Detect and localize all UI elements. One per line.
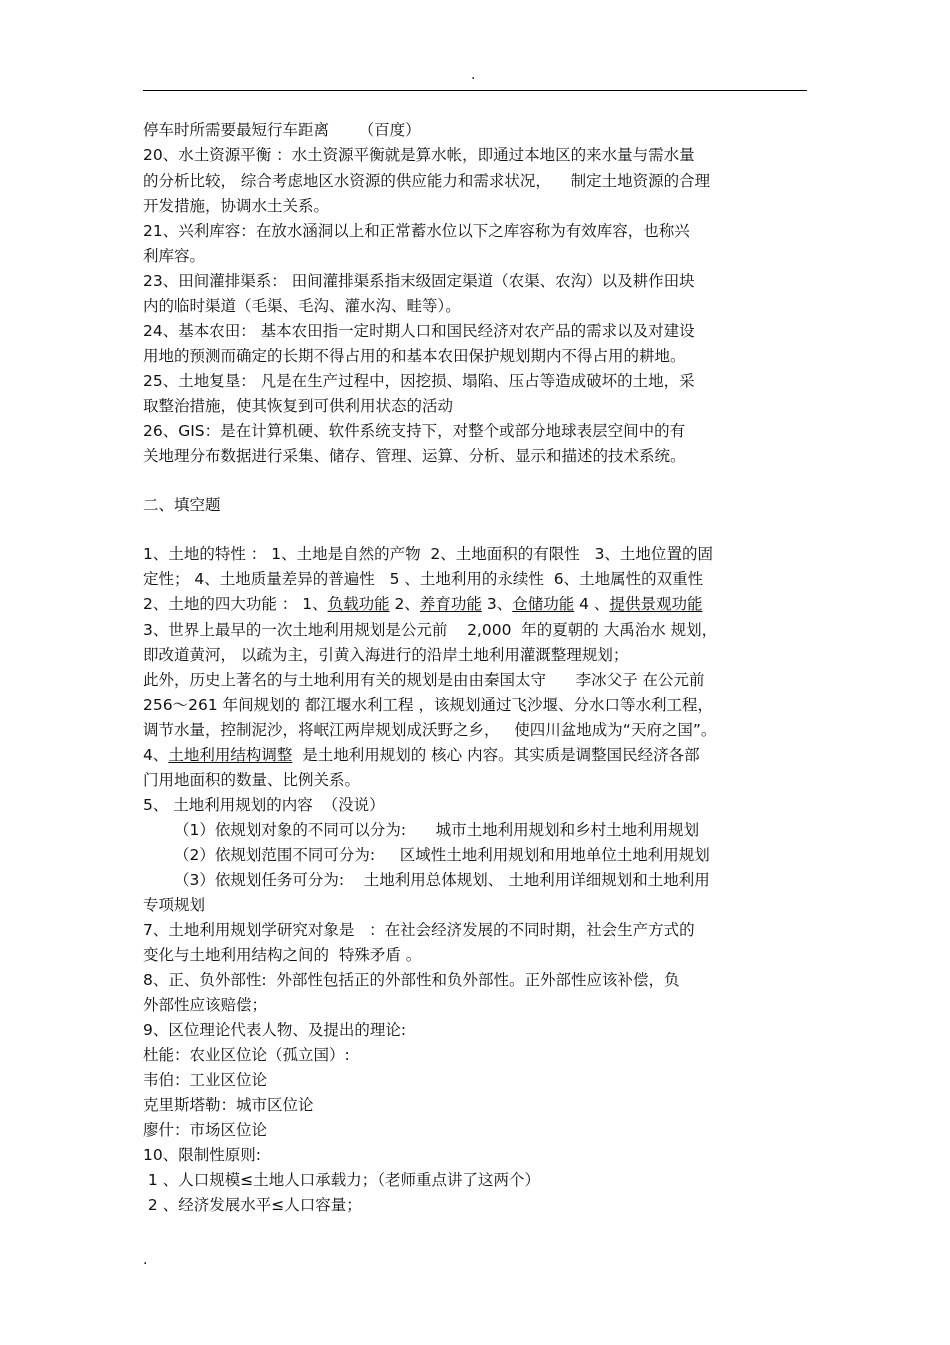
text-line bbox=[143, 296, 461, 316]
text-line bbox=[143, 895, 205, 915]
text-segment: 二、填空题 bbox=[143, 496, 221, 514]
text-segment: （3）依规划任务可分为: 土地利用总体规划、 土地利用详细规划和土地利用 bbox=[174, 871, 710, 889]
text-segment: 杜能：农业区位论（孤立国）: bbox=[143, 1046, 350, 1064]
text-segment: 9、区位理论代表人物、及提出的理论: bbox=[143, 1021, 407, 1039]
text-line bbox=[143, 670, 705, 690]
text-line bbox=[143, 945, 421, 965]
underlined-term: 仓储功能 bbox=[512, 595, 575, 613]
text-line bbox=[143, 770, 360, 790]
text-segment: 开发措施，协调水土关系。 bbox=[143, 197, 330, 215]
header-dot: . bbox=[471, 67, 476, 83]
text-segment: 门用地面积的数量、比例关系。 bbox=[143, 771, 361, 789]
text-line bbox=[143, 371, 695, 391]
text-segment: 1 、人口规模≤土地人口承载力；（老师重点讲了这两个） bbox=[143, 1171, 540, 1189]
text-line bbox=[143, 695, 713, 715]
text-line bbox=[143, 1120, 267, 1140]
text-line bbox=[143, 196, 329, 216]
text-line bbox=[143, 920, 695, 940]
text-segment: 2、 bbox=[389, 595, 420, 613]
text-segment: （2）依规划范围不同可分为: 区域性土地利用规划和用地单位土地利用规划 bbox=[174, 846, 710, 864]
text-segment: 23、田间灌排渠系： 田间灌排渠系指末级固定渠道（农渠、农沟）以及耕作田块 bbox=[143, 272, 695, 290]
text-segment: 停车时所需要最短行车距离 （百度） bbox=[143, 121, 421, 139]
text-line bbox=[174, 820, 699, 840]
text-segment: 2、土地的四大功能 ： 1、 bbox=[143, 595, 328, 613]
text-line bbox=[143, 795, 385, 815]
text-line bbox=[143, 346, 686, 366]
text-segment: 利库容。 bbox=[143, 247, 206, 265]
text-segment: 7、土地利用规划学研究对象是 ：在社会经济发展的不同时期，社会生产方式的 bbox=[143, 921, 695, 939]
text-segment: 25、土地复垦： 凡是在生产过程中，因挖损、塌陷、压占等造成破坏的土地，采 bbox=[143, 372, 695, 390]
text-line bbox=[143, 495, 221, 515]
text-segment: 1、土地的特性 ： 1、土地是自然的产物 2、土地面积的有限性 3、土地位置的固 bbox=[143, 545, 713, 563]
text-segment: 调节水量，控制泥沙，将岷江两岸规划成沃野之乡， 使四川盆地成为“天府之国”。 bbox=[143, 721, 717, 739]
underlined-term: 养育功能 bbox=[419, 595, 482, 613]
text-segment: （1）依规划对象的不同可以分为: 城市土地利用规划和乡村土地利用规划 bbox=[174, 821, 700, 839]
text-segment: 256～261 年间规划的 都江堰水利工程 ，该规划通过飞沙堰、分水口等水利工程， bbox=[143, 696, 713, 714]
text-segment: 变化与土地利用结构之间的 特殊矛盾 。 bbox=[143, 946, 422, 964]
text-segment: 此外，历史上著名的与土地利用有关的规划是由由秦国太守 李冰父子 在公元前 bbox=[143, 671, 705, 689]
text-line bbox=[143, 544, 713, 564]
text-line bbox=[143, 421, 685, 441]
text-line bbox=[143, 1170, 540, 1190]
text-segment: 3、世界上最早的一次土地利用规划是公元前 2,000 年的夏朝的 大禹治水 规划， bbox=[143, 621, 718, 639]
text-line bbox=[143, 1045, 350, 1065]
text-segment: 内的临时渠道（毛渠、毛沟、灌水沟、畦等）。 bbox=[143, 297, 461, 315]
text-line bbox=[143, 446, 686, 466]
text-segment: 即改道黄河， 以疏为主，引黄入海进行的沿岸土地利用灌溉整理规划； bbox=[143, 646, 629, 664]
text-segment: 24、基本农田： 基本农田指一定时期人口和国民经济对农产品的需求以及对建设 bbox=[143, 322, 695, 340]
underlined-term: 提供景观功能 bbox=[609, 595, 703, 613]
underlined-term: 负载功能 bbox=[327, 595, 390, 613]
text-segment: 的分析比较， 综合考虑地区水资源的供应能力和需求状况， 制定土地资源的合理 bbox=[143, 172, 711, 190]
footer-dot: . bbox=[143, 1252, 148, 1268]
text-line bbox=[143, 645, 628, 665]
text-line bbox=[143, 745, 700, 765]
text-line bbox=[143, 620, 717, 640]
text-line bbox=[143, 1020, 406, 1040]
text-segment: 外部性应该赔偿； bbox=[143, 996, 268, 1014]
text-line bbox=[143, 271, 695, 291]
text-segment: 韦伯：工业区位论 bbox=[143, 1071, 268, 1089]
text-line bbox=[143, 120, 421, 140]
text-line bbox=[174, 870, 710, 890]
text-segment: 10、限制性原则: bbox=[143, 1146, 261, 1164]
text-segment: 定性； 4、土地质量差异的普遍性 5 、土地利用的永续性 6、土地属性的双重性 bbox=[143, 570, 704, 588]
text-segment: 4、 bbox=[143, 746, 169, 764]
text-segment: 关地理分布数据进行采集、储存、管理、运算、分析、显示和描述的技术系统。 bbox=[143, 447, 686, 465]
text-segment: 8、正、负外部性: 外部性包括正的外部性和负外部性。正外部性应该补偿，负 bbox=[143, 971, 680, 989]
text-segment: 取整治措施，使其恢复到可供利用状态的活动 bbox=[143, 397, 454, 415]
text-line bbox=[143, 1095, 314, 1115]
text-segment: 3、 bbox=[481, 595, 513, 613]
text-segment: 21、兴利库容：在放水涵洞以上和正常蓄水位以下之库容称为有效库容，也称兴 bbox=[143, 222, 690, 240]
text-segment: 是土地利用规划的 核心 内容。其实质是调整国民经济各部 bbox=[292, 746, 700, 764]
text-line bbox=[143, 396, 453, 416]
text-segment: 4 、 bbox=[574, 595, 610, 613]
text-line bbox=[174, 845, 710, 865]
text-line bbox=[143, 221, 690, 241]
text-line bbox=[143, 246, 205, 266]
text-line bbox=[143, 1070, 267, 1090]
text-segment: 26、GIS：是在计算机硬、软件系统支持下，对整个或部分地球表层空间中的有 bbox=[143, 422, 686, 440]
text-line bbox=[143, 970, 679, 990]
text-segment: 2 、经济发展水平≤人口容量； bbox=[143, 1196, 362, 1214]
header-rule bbox=[143, 90, 807, 91]
text-line bbox=[143, 1195, 362, 1215]
text-line bbox=[143, 720, 716, 740]
text-line bbox=[143, 171, 710, 191]
text-line bbox=[143, 594, 702, 614]
text-segment: 20、水土资源平衡 ：水土资源平衡就是算水帐，即通过本地区的来水量与需水量 bbox=[143, 146, 695, 164]
text-line bbox=[143, 995, 267, 1015]
text-segment: 5、 土地利用规划的内容 （没说） bbox=[143, 796, 385, 814]
text-line bbox=[143, 569, 703, 589]
text-line bbox=[143, 321, 695, 341]
text-line bbox=[143, 1145, 261, 1165]
text-line bbox=[143, 145, 695, 165]
text-segment: 用地的预测而确定的长期不得占用的和基本农田保护规划期内不得占用的耕地。 bbox=[143, 347, 686, 365]
text-segment: 专项规划 bbox=[143, 896, 206, 914]
text-segment: 克里斯塔勒：城市区位论 bbox=[143, 1096, 314, 1114]
underlined-term: 土地利用结构调整 bbox=[168, 746, 293, 764]
text-segment: 廖什：市场区位论 bbox=[143, 1121, 268, 1139]
